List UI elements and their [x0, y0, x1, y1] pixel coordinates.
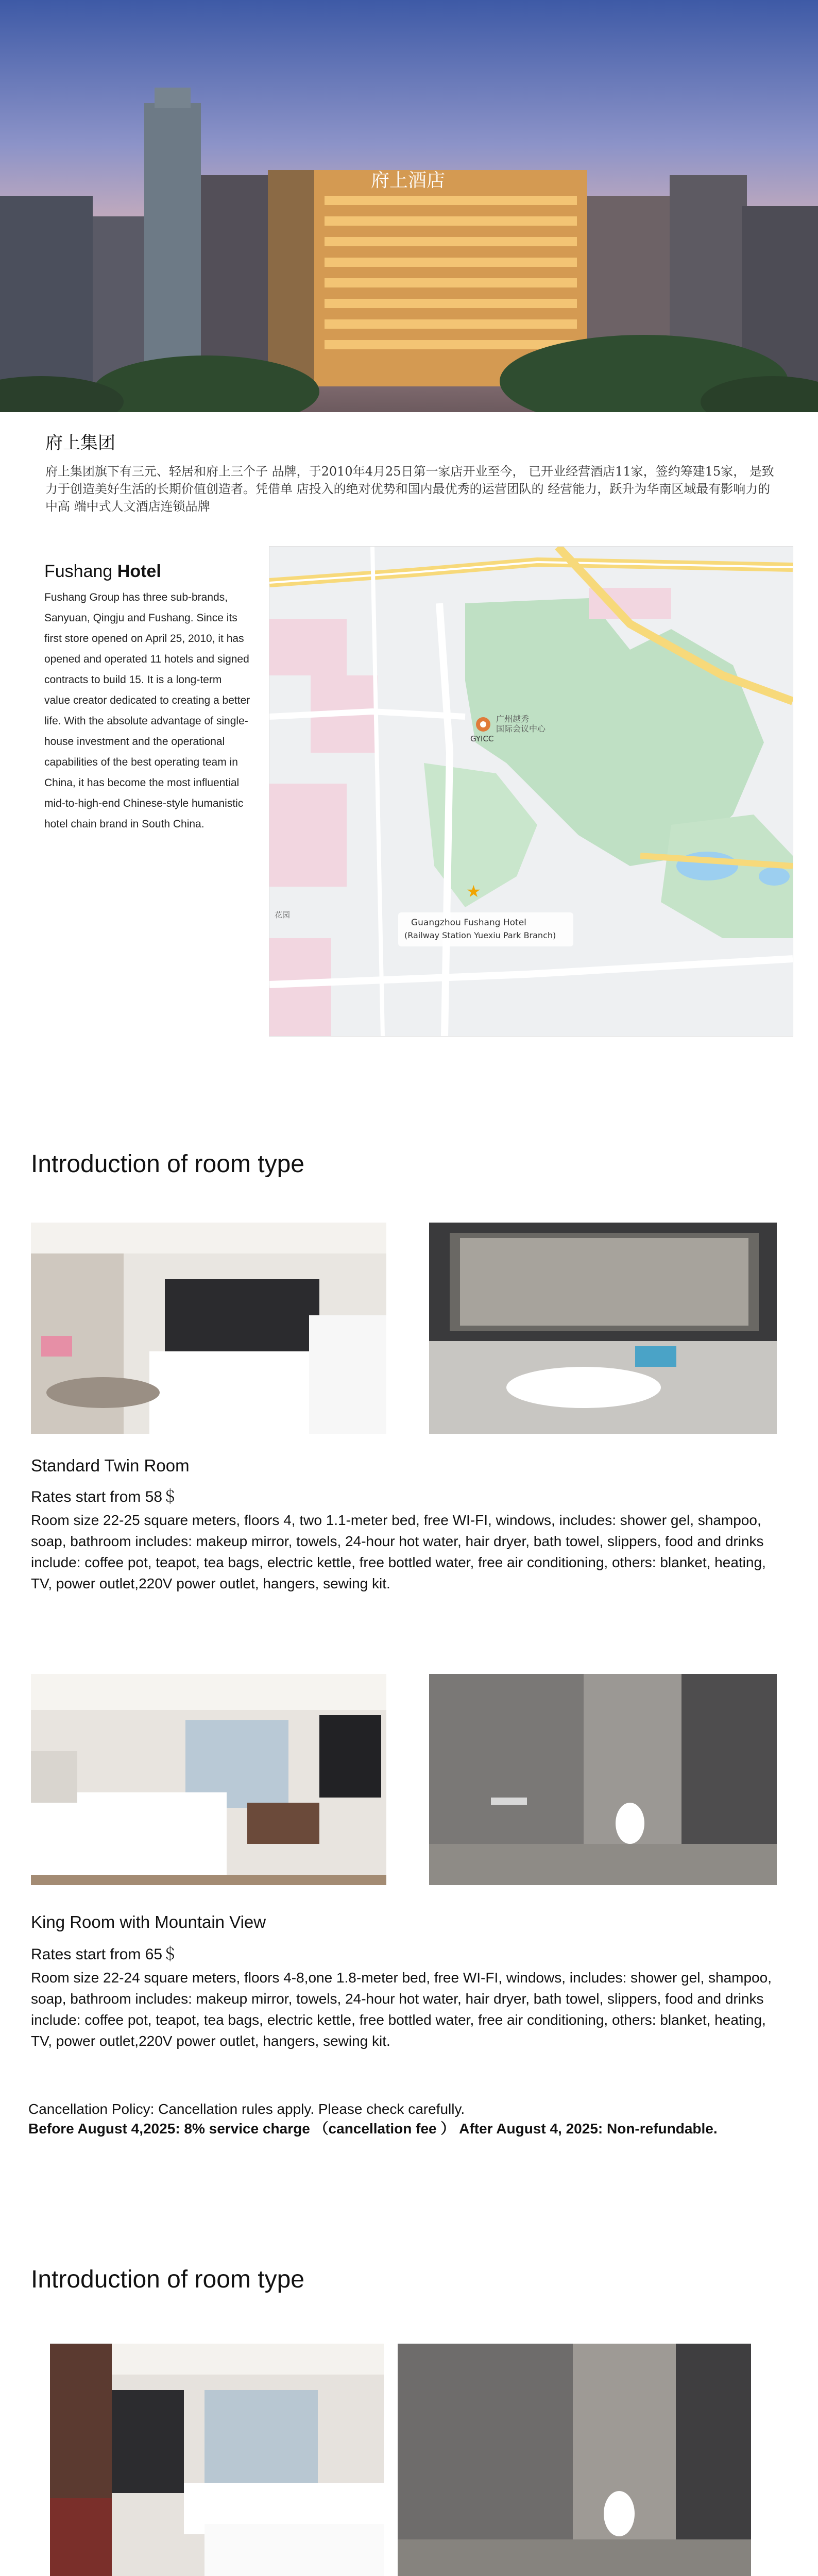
twin-mountain-bathroom-photo — [398, 2344, 751, 2576]
hotel-title — [44, 562, 161, 582]
group-description: 府上集团旗下有三元、轻居和府上三个子 品牌，于2010年4月25日第一家店开业至今， 已开业经营酒店11家，签约筹建15家， 是致 力于创造美好生活的长期价值创造者。凭借单 店投入的绝对优势和国内最优秀的运营团队的 经营能力，跃升为华南区域最有影响力的中高 端中式人文酒店连锁品牌 — [45, 464, 774, 514]
group-title: 府上集团 — [45, 433, 115, 453]
room-rate: Rates start from 58＄ — [31, 1488, 178, 1505]
map-small-label: 花园 — [275, 910, 291, 920]
policy-line: Cancellation Policy: Cancellation rules apply. Please check carefully. — [28, 2101, 465, 2117]
room-rate: Rates start from 65＄ — [31, 1946, 178, 1963]
map-hotel-label-1: Guangzhou Fushang Hotel — [411, 918, 526, 928]
hero-hotel-photo — [0, 0, 818, 412]
room-description: Room size 22-25 square meters, floors 4, two 1.1-meter bed, free WI-FI, windows, includes: shower gel, shampoo, soap, bathroom includes: makeup mirror, towels, 24-hour hot water, hair dryer, bath towel, slippers, food and drinks include: coffee pot, teapot, tea bags, electric kettle, free bottled water, free air conditioning, others: blanket, heating, TV, power outlet,220V power outlet, hangers, sewing kit. — [31, 1512, 766, 1591]
king-room-bedroom-photo — [31, 1674, 386, 1885]
room-description: Room size 22-24 square meters, floors 4-8,one 1.8-meter bed, free WI-FI, windows, includes: shower gel, shampoo, soap, bathroom includes: makeup mirror, towels, 24-hour hot water, hair dryer, bath towel, slippers, food and drinks include: coffee pot, teapot, tea bags, electric kettle, free bottled water, free air conditioning, others: blanket, heating, TV, power outlet,220V power outlet, hangers, sewing kit. — [31, 1970, 772, 2049]
map-hotel-label-2: (Railway Station Yuexiu Park Branch) — [404, 930, 556, 940]
policy-line-bold: Before August 4,2025: 8% service charge （cancellation fee ） After August 4, 2025: Non-refundable. — [28, 2121, 718, 2137]
king-room-bathroom-photo — [429, 1674, 777, 1885]
location-map[interactable] — [269, 546, 793, 1037]
hotel-description: Fushang Group has three sub-brands, Sanyuan, Qingju and Fushang. Since its first store opened on April 25, 2010, it has opened and operated 11 hotels and signed contracts to build 15. It is a long-term value creator dedicated to creating a better life. With the absolute advantage of single-house investment and the operational capabilities of the best operating team in China, it has become the most influential mid-to-high-end Chinese-style humanistic hotel chain brand in South China. — [44, 591, 250, 830]
section-title: Introduction of room type — [31, 2266, 304, 2293]
standard-twin-bedroom-photo — [31, 1223, 386, 1434]
hotel-title-bold: Hotel — [117, 562, 161, 581]
room-name: Standard Twin Room — [31, 1456, 190, 1475]
standard-twin-bathroom-photo — [429, 1223, 777, 1434]
hotel-rooftop-sign: 府上酒店 — [371, 170, 446, 191]
room-name: King Room with Mountain View — [31, 1912, 266, 1931]
cancellation-policy — [28, 2099, 791, 2139]
map-poi-name: 广州越秀国际会议中心 — [496, 714, 546, 734]
section-title: Introduction of room type — [31, 1150, 304, 1178]
map-poi-sub: GYICC — [470, 734, 494, 743]
hotel-star-icon: ★ — [466, 882, 481, 901]
hotel-title-plain: Fushang — [44, 562, 113, 581]
twin-mountain-bedroom-photo — [50, 2344, 384, 2576]
